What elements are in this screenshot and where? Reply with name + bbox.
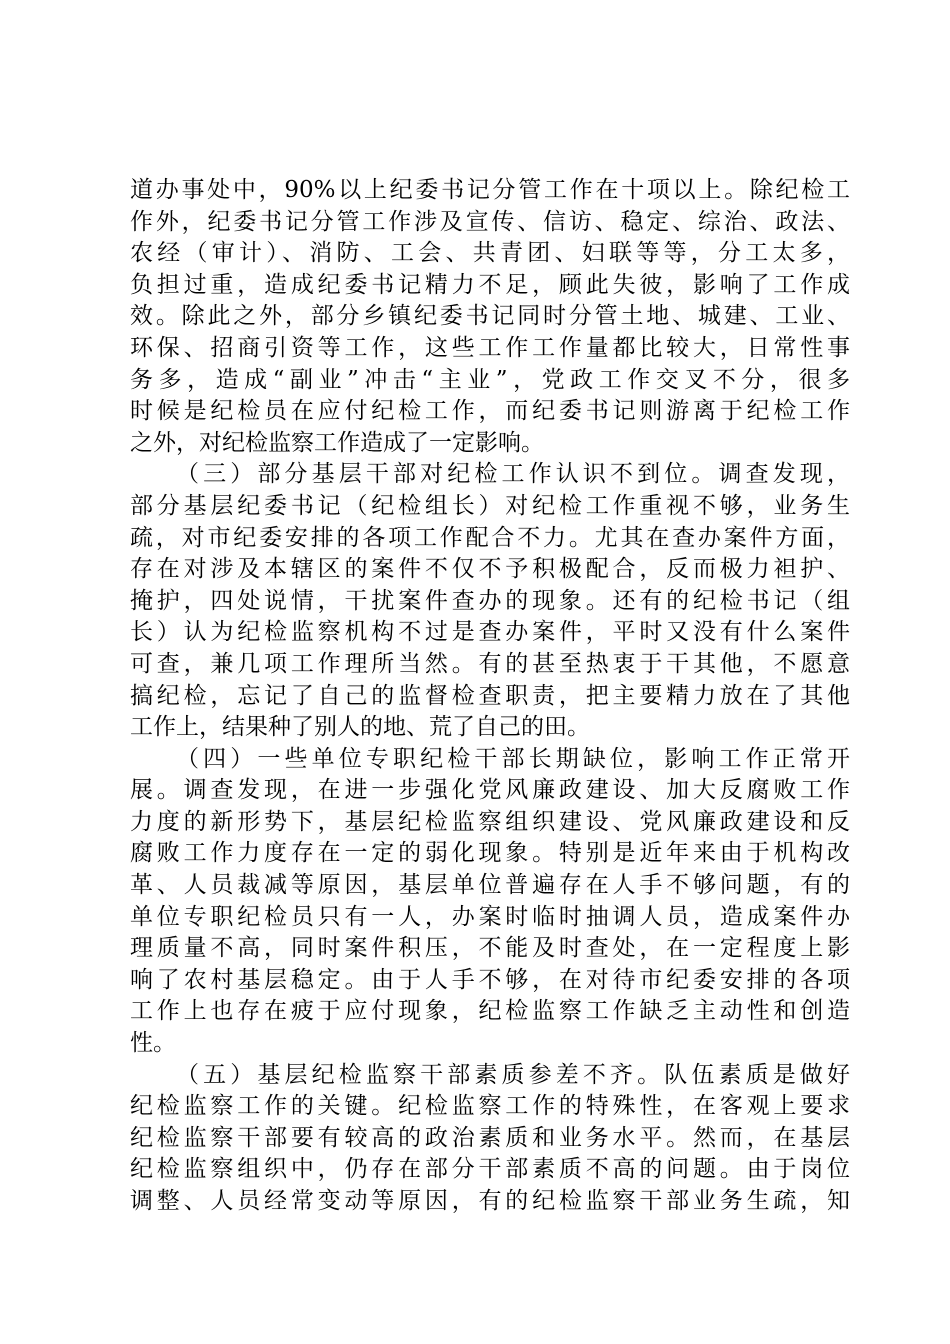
text-line: 作外，纪委书记分管工作涉及宣传、信访、稳定、综治、政法、 <box>130 208 850 235</box>
text-line: 单位专职纪检员只有一人，办案时临时抽调人员，造成案件办 <box>130 903 850 930</box>
text-line: 效。除此之外，部分乡镇纪委书记同时分管土地、城建、工业、 <box>130 303 850 330</box>
text-line: 存在对涉及本辖区的案件不仅不予积极配合，反而极力袒护、 <box>130 556 850 583</box>
text-line: 负担过重，造成纪委书记精力不足，顾此失彼，影响了工作成 <box>130 271 850 298</box>
text-line: 可查，兼几项工作理所当然。有的甚至热衷于干其他，不愿意 <box>130 650 850 677</box>
paragraph-first-line: （五）基层纪检监察干部素质参差不齐。队伍素质是做好 <box>176 1061 850 1088</box>
text-line: 力度的新形势下，基层纪检监察组织建设、党风廉政建设和反 <box>130 808 850 835</box>
text-line: 展。调查发现，在进一步强化党风廉政建设、加大反腐败工作 <box>130 777 850 804</box>
text-line: 纪检监察组织中，仍存在部分干部素质不高的问题。由于岗位 <box>130 1156 850 1183</box>
text-line: 性。 <box>130 1030 176 1057</box>
text-line: 部分基层纪委书记（纪检组长）对纪检工作重视不够，业务生 <box>130 492 850 519</box>
text-line: 腐败工作力度存在一定的弱化现象。特别是近年来由于机构改 <box>130 840 850 867</box>
text-line: 疏，对市纪委安排的各项工作配合不力。尤其在查办案件方面， <box>130 524 850 551</box>
text-line: 环保、招商引资等工作，这些工作工作量都比较大，日常性事 <box>130 334 850 361</box>
text-line: 搞纪检，忘记了自己的监督检查职责，把主要精力放在了其他 <box>130 682 850 709</box>
text-line: 工作上也存在疲于应付现象，纪检监察工作缺乏主动性和创造 <box>130 998 850 1025</box>
paragraph-first-line: （三）部分基层干部对纪检工作认识不到位。调查发现， <box>176 461 850 488</box>
text-line: 道办事处中，90%以上纪委书记分管工作在十项以上。除纪检工 <box>130 177 850 203</box>
text-line: 掩护，四处说情，干扰案件查办的现象。还有的纪检书记（组 <box>130 587 850 614</box>
text-line: 纪检监察工作的关键。纪检监察工作的特殊性，在客观上要求 <box>130 1093 850 1120</box>
text-line: 纪检监察干部要有较高的政治素质和业务水平。然而，在基层 <box>130 1124 850 1151</box>
text-line: 调整、人员经常变动等原因，有的纪检监察干部业务生疏，知 <box>130 1188 850 1214</box>
text-line: 务多，造成“副业”冲击“主业”，党政工作交叉不分，很多 <box>130 366 850 393</box>
text-line: 时候是纪检员在应付纪检工作，而纪委书记则游离于纪检工作 <box>130 398 850 425</box>
document-body <box>130 175 850 1218</box>
text-line: 理质量不高，同时案件积压，不能及时查处，在一定程度上影 <box>130 935 850 962</box>
text-line: 工作上，结果种了别人的地、荒了自己的田。 <box>130 714 590 741</box>
text-line: 长）认为纪检监察机构不过是查办案件，平时又没有什么案件 <box>130 619 850 646</box>
text-line: 响了农村基层稳定。由于人手不够，在对待市纪委安排的各项 <box>130 966 850 993</box>
text-line: 之外，对纪检监察工作造成了一定影响。 <box>130 429 544 456</box>
paragraph-first-line: （四）一些单位专职纪检干部长期缺位，影响工作正常开 <box>176 745 850 772</box>
text-line: 革、人员裁减等原因，基层单位普遍存在人手不够问题，有的 <box>130 872 850 899</box>
text-line: 农经（审计）、消防、工会、共青团、妇联等等，分工太多， <box>130 240 850 267</box>
